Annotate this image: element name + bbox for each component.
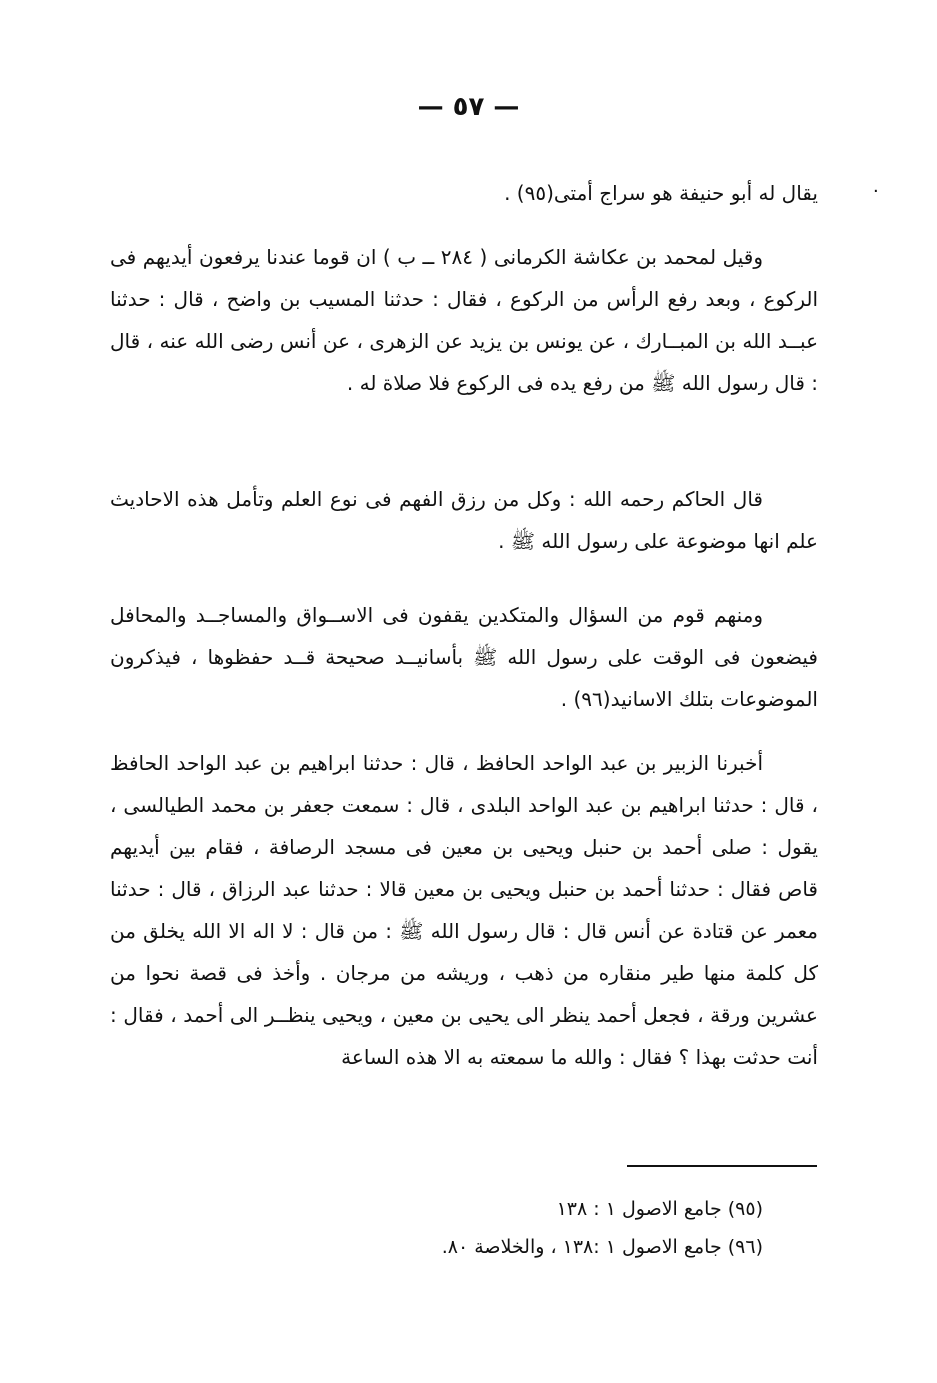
paragraph-5: أخبرنا الزبير بن عبد الواحد الحافظ ، قال : حدثنا ابراهيم بن عبد الواحد الحافظ ، قال : حدثنا ابراهيم بن عبد الواحد البلدى ، قال : سمعت جعفر بن محمد الطيالسى ، يقول : صلى أحمد بن حنبل ويحيى بن معين فى مسجد الرصافة ، فقام بين أيديهم قاص فقال : حدثنا أحمد بن حنبل ويحيى بن معين قالا : حدثنا عبد الرزاق ، قال : حدثنا معمر عن قتادة عن أنس قال : قال رسول الله ﷺ : من قال : لا اله الا الله يخلق من كل كلمة منها طير منقاره من ذهب ، وريشه من مرجان . وأخذ فى قصة نحوا من عشرين ورقة ، فجعل أحمد ينظر الى يحيى بن معين ، ويحيى ينظــر الى أحمد ، فقال : أنت حدثت بهذا ؟ فقال : والله ما سمعته به الا هذه الساعة [110, 751, 818, 1069]
paragraph-2: وقيل لمحمد بن عكاشة الكرمانى ( ٢٨٤ ــ ب ) ان قوما عندنا يرفعون أيديهم فى الركوع ، وبعد رفع الرأس من الركوع ، فقال : حدثنا المسيب بن واضح ، قال : حدثنا عبــد الله بن المبــارك ، عن يونس بن يزيد عن الزهرى ، عن أنس رضى الله عنه ، قال : قال رسول الله ﷺ من رفع يده فى الركوع فلا صلاة له . [110, 245, 818, 395]
footnote-divider [627, 1165, 817, 1167]
paragraph-3: قال الحاكم رحمه الله : وكل من رزق الفهم فى نوع العلم وتأمل هذه الاحاديث علم انها موضوعة على رسول الله ﷺ . [110, 487, 818, 553]
margin-mark: ٠ [871, 180, 881, 201]
page-number: — ٥٧ — [417, 92, 520, 122]
footnote-95: (٩٥) جامع الاصول ١ : ١٣٨ [556, 1198, 763, 1220]
paragraph-1: يقال له أبو حنيفة هو سراج أمتى(٩٥) . [504, 181, 818, 205]
footnote-96: (٩٦) جامع الاصول ١ :١٣٨ ، والخلاصة ٨٠. [441, 1236, 763, 1258]
footnotes [442, 1190, 763, 1266]
paragraph-4: ومنهم قوم من السؤال والمتكدين يقفون فى الاســواق والمساجــد والمحافل فيضعون فى الوقت على رسول الله ﷺ بأسانيــد صحيحة قــد حفظوها ، فيذكرون الموضوعات بتلك الاسانيد(٩٦) . [110, 603, 818, 711]
